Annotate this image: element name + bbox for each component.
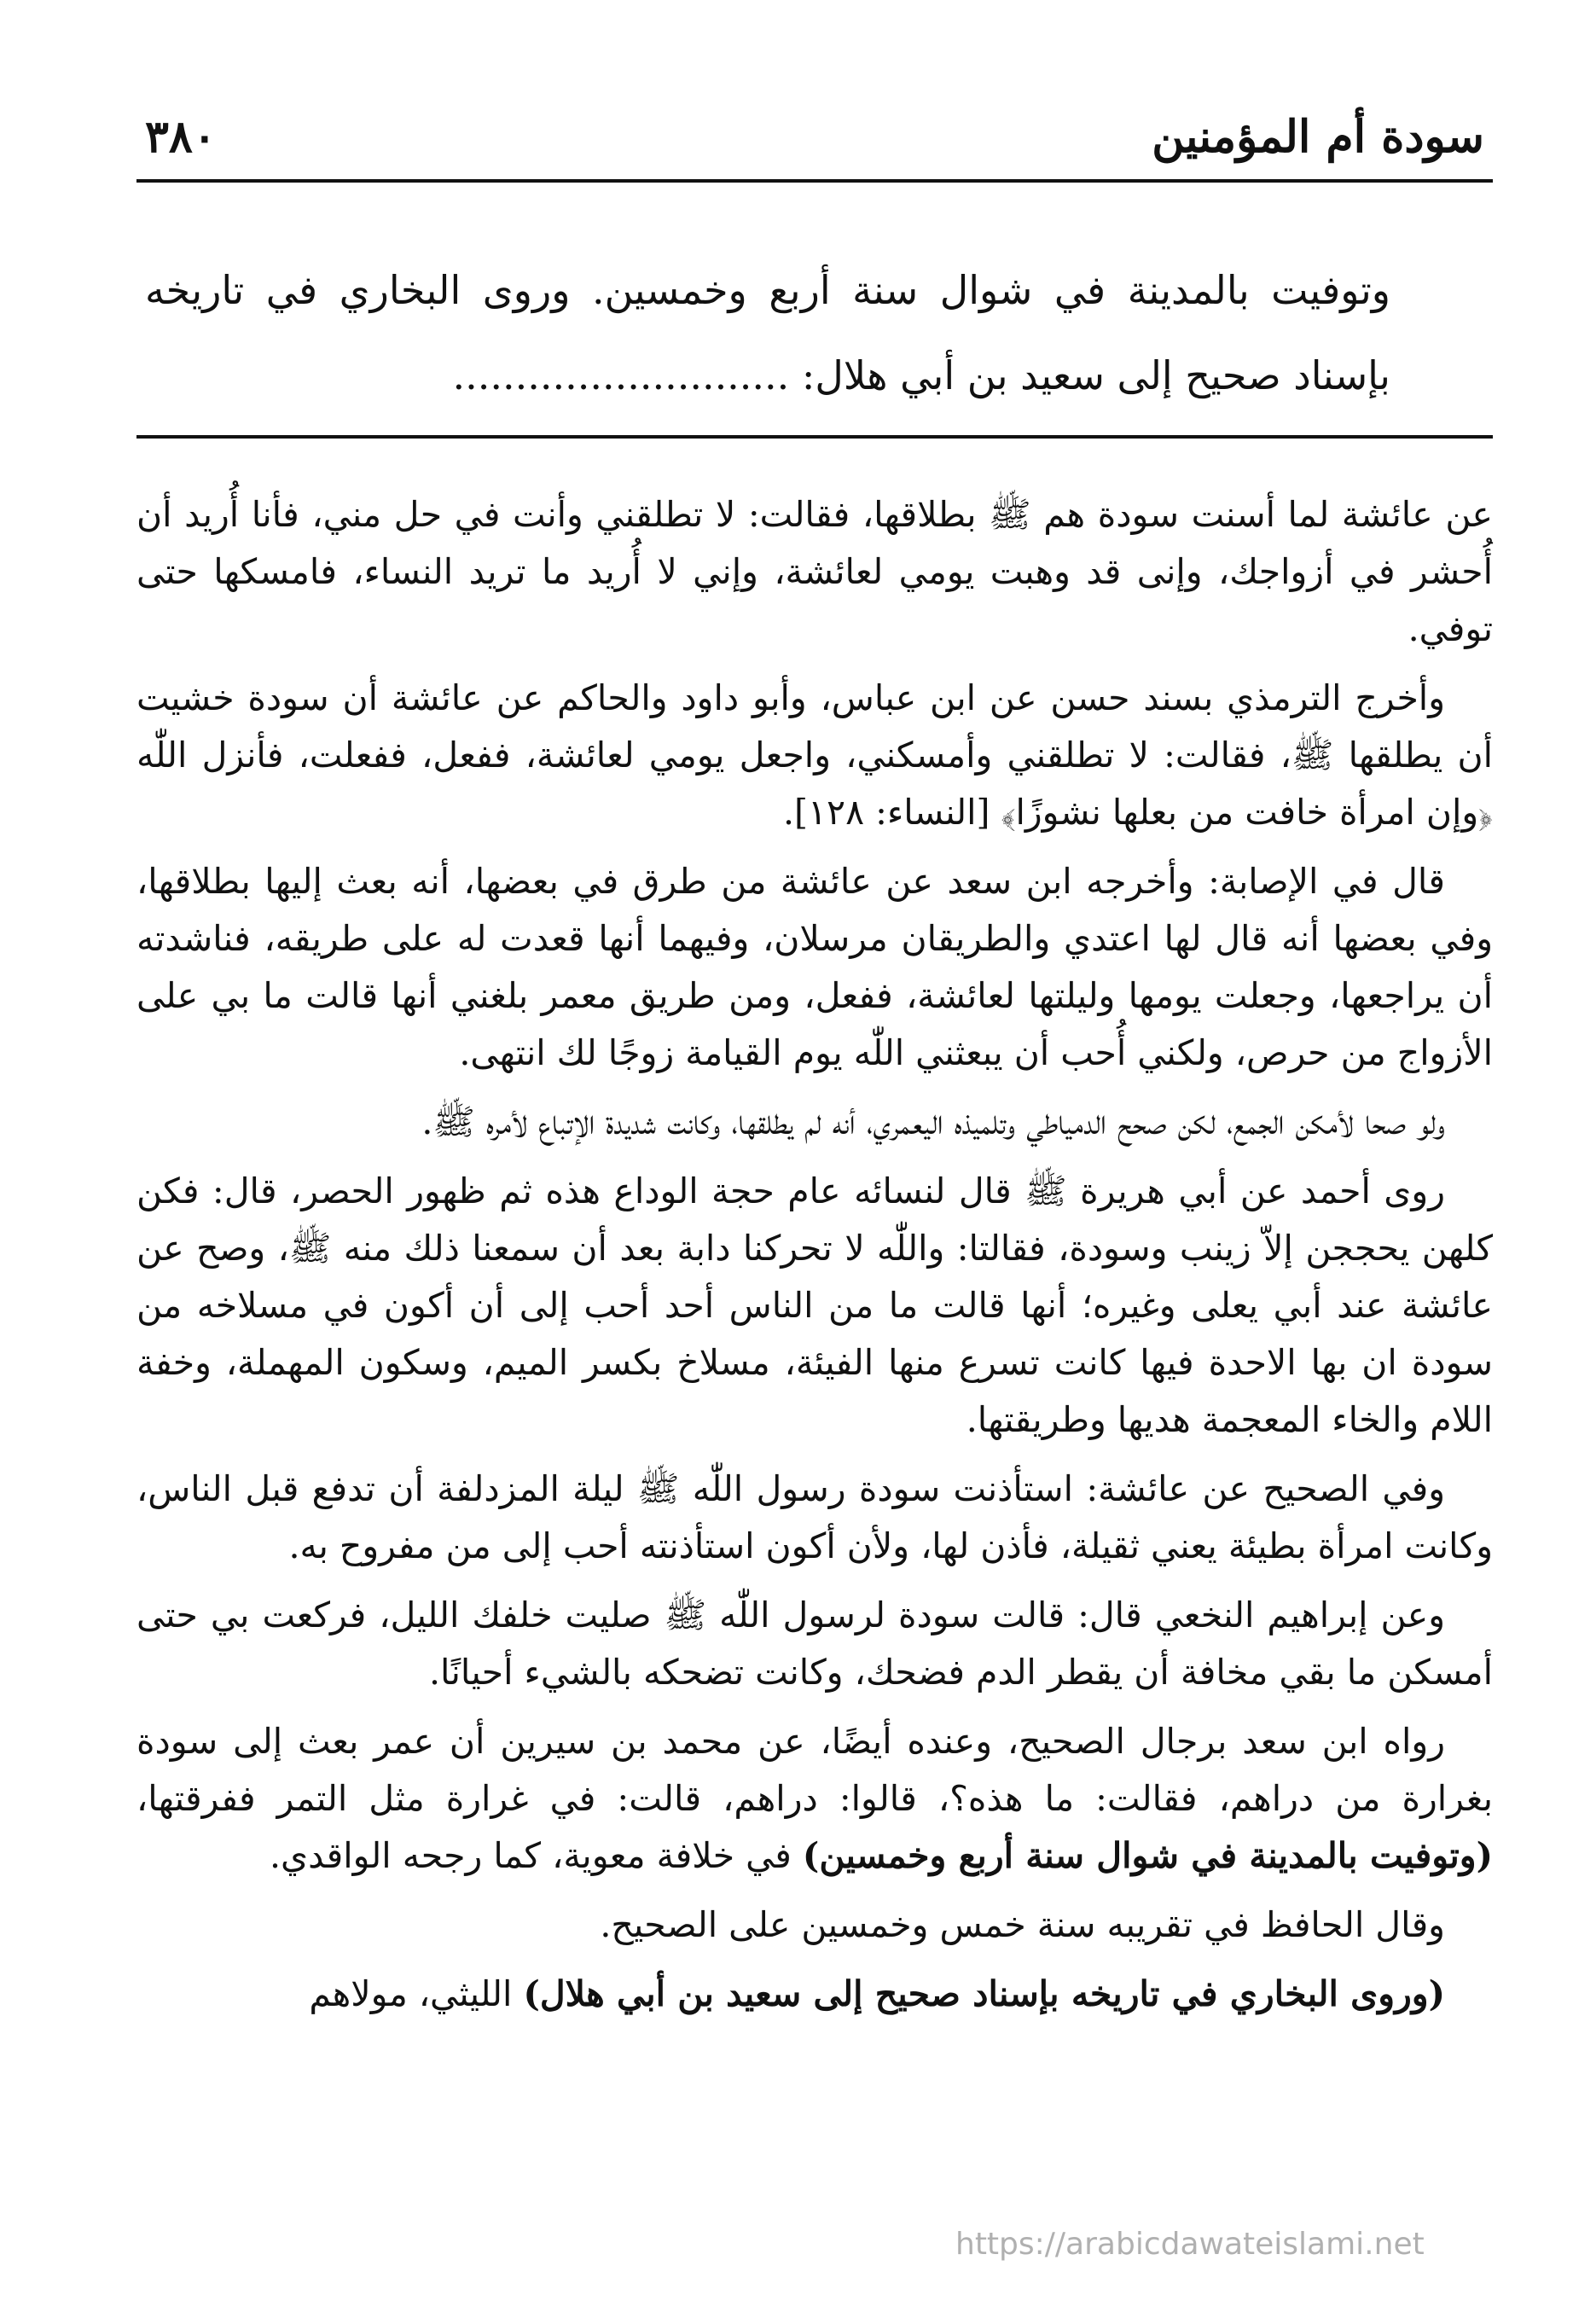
commentary-text: رواه ابن سعد برجال الصحيح، وعنده أيضًا، عن محمد بن سيرين أن عمر بعث إلى سودة بغرارة من دراهم، فقالت: ما هذه؟، قالوا: دراهم، قالت: في غرارة مثل التمر ففرقتها، xyxy=(136,1721,1493,1819)
matn-dot-leader: ........................... xyxy=(452,352,790,398)
commentary-paragraph: قال في الإصابة: وأخرجه ابن سعد عن عائشة من طرق في بعضها، أنه بعث إليها بطلاقها، وفي بعضها أنه قال لها اعتدي والطريقان مرسلان، وفيهما أنها قعدت له على طريقه، فناشدته أن يراجعها، وجعلت يومها وليلتها لعائشة، ففعل، ومن طريق معمر بلغني أنها قالت ما بي على الأزواج من حرص، ولكني أُحب أن يبعثني اللّٰه يوم القيامة زوجًا لك انتهى. xyxy=(136,861,1493,1073)
page-number: ٣٨٠ xyxy=(145,111,217,163)
commentary-paragraph xyxy=(136,1713,1493,1885)
watermark-url: https://arabicdawateislami.net xyxy=(955,2227,1425,2262)
commentary-paragraph: وأخرج الترمذي بسند حسن عن ابن عباس، وأبو داود والحاكم عن عائشة أن سودة خشيت أن يطلقها ﷺ، فقالت: لا تطلقني وأمسكني، واجعل يومي لعائشة، ففعل، ففعلت، فأنزل اللّٰه ﴿وإن امرأة خافت من بعلها نشوزًا﴾ [النساء: ١٢٨]. xyxy=(136,677,1493,833)
commentary-text: في خلافة معوية، كما رجحه الواقدي. xyxy=(269,1835,792,1876)
header-rule xyxy=(136,179,1493,183)
commentary-paragraph: وعن إبراهيم النخعي قال: قالت سودة لرسول اللّٰه ﷺ صليت خلفك الليل، فركعت بي حتى أمسكن ما بقي مخافة أن يقطر الدم فضحك، وكانت تضحكه بالشيء أحيانًا. xyxy=(136,1595,1493,1693)
commentary-paragraph: عن عائشة لما أسنت سودة هم ﷺ بطلاقها، فقالت: لا تطلقني وأنت في حل مني، فأنا أُريد أن أُحشر في أزواجك، وإنى قد وهبت يومي لعائشة، وإني لا أُريد ما تريد النساء، فامسكها حتى توفي. xyxy=(136,494,1493,649)
commentary-paragraph xyxy=(136,1966,1493,2023)
quoted-matn-bold: (وتوفيت بالمدينة في شوال سنة أربع وخمسين) xyxy=(802,1835,1493,1876)
commentary-text: الليثي، مولاهم xyxy=(309,1973,513,2014)
commentary-paragraph: روى أحمد عن أبي هريرة ﷺ قال لنسائه عام حجة الوداع هذه ثم ظهور الحصر، قال: فكن كلهن يحججن إلاّ زينب وسودة، فقالتا: واللّٰه لا تحركنا دابة بعد أن سمعنا ذلك منه ﷺ، وصح عن عائشة عند أبي يعلى وغيره؛ أنها قالت ما من الناس أحد أحب إلى أن أكون في مسلاخه من سودة ان بها الاحدة فيها كانت تسرع منها الفيئة، مسلاخ بكسر الميم، وسكون المهملة، وخفة اللام والخاء المعجمة هديها وطريقتها. xyxy=(136,1171,1493,1440)
matn-text: وتوفيت بالمدينة في شوال سنة أربع وخمسين. وروى البخاري في تاريخه بإسناد صحيح إلى سعيد بن أبي هلال: xyxy=(145,267,1390,398)
commentary-paragraph: ولو صحا لأمكن الجمع، لكن صحح الدمياطي وتلميذه اليعمري، أنه لم يطلقها، وكانت شديدة الإتباع لأمره ﷺ. xyxy=(421,1101,1445,1142)
matn-text-block xyxy=(145,247,1390,418)
commentary-paragraph: وقال الحافظ في تقريبه سنة خمس وخمسين على الصحيح. xyxy=(600,1904,1445,1945)
commentary-block xyxy=(136,486,1493,2035)
commentary-paragraph: وفي الصحيح عن عائشة: استأذنت سودة رسول اللّٰه ﷺ ليلة المزدلفة أن تدفع قبل الناس، وكانت امرأة بطيئة يعني ثقيلة، فأذن لها، ولأن أكون استأذنته أحب إلى من مفروح به. xyxy=(136,1468,1493,1566)
running-title: سودة أم المؤمنين xyxy=(1152,111,1484,163)
separator-rule xyxy=(136,435,1493,439)
page-header xyxy=(136,111,1493,179)
quoted-matn-bold: (وروى البخاري في تاريخه بإسناد صحيح إلى سعيد بن أبي هلال) xyxy=(523,1973,1445,2014)
